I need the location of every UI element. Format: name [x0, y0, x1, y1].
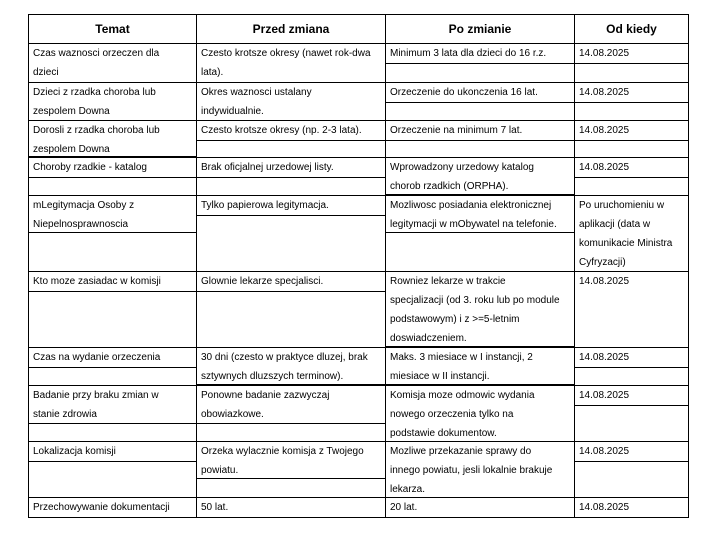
table-cell-po: Maks. 3 miesiace w I instancji, 2 miesiace w II instancji.: [386, 347, 574, 385]
table-cell-przed: Czesto krotsze okresy (np. 2-3 lata).: [197, 121, 385, 141]
header-przed-zmiana: Przed zmiana: [252, 22, 330, 36]
table-cell-przed: Orzeka wylacznie komisja z Twojego powiatu.: [197, 441, 385, 479]
table-cell-przed: Okres waznosci ustalany indywidualnie.: [197, 83, 385, 121]
table-cell-po: Komisja moze odmowic wydania nowego orzeczenia tylko na podstawie dokumentow.: [386, 385, 574, 442]
table-cell-po: 20 lat.: [386, 497, 574, 517]
table-cell-od-kiedy: 14.08.2025: [575, 385, 688, 406]
header-od-kiedy: Od kiedy: [606, 22, 657, 36]
table-bottom-border: [28, 517, 689, 518]
table-cell-po: Orzeczenie do ukonczenia 16 lat.: [386, 82, 574, 103]
table-cell-przed: Czesto krotsze okresy (nawet rok-dwa lata).: [197, 44, 385, 83]
table-cell-przed: Ponowne badanie zazwyczaj obowiazkowe.: [197, 385, 385, 424]
table-cell-przed: 50 lat.: [197, 497, 385, 517]
table-cell-po: Wprowadzony urzedowy katalog chorob rzadkich (ORPHA).: [386, 157, 574, 195]
table-cell-po: Orzeczenie na minimum 7 lat.: [386, 120, 574, 141]
table-cell-temat: mLegitymacja Osoby z Niepelnosprawnoscia: [29, 195, 196, 233]
table-top-border: [28, 14, 689, 15]
table-cell-od-kiedy: 14.08.2025: [575, 120, 688, 141]
table-cell-temat: Dorosli z rzadka choroba lub zespolem Downa: [29, 121, 196, 157]
table-cell-po: Rowniez lekarze w trakcie specjalizacji (od 3. roku lub po module podstawowym) i z >=5-letnim doswiadczeniem.: [386, 271, 574, 347]
table-cell-po: Minimum 3 lata dla dzieci do 16 r.z.: [386, 44, 574, 64]
table-cell-od-kiedy: Po uruchomieniu w aplikacji (data w komunikacie Ministra Cyfryzacji): [575, 195, 688, 272]
table-cell-od-kiedy: 14.08.2025: [575, 347, 688, 368]
table-cell-po: Mozliwe przekazanie sprawy do innego powiatu, jesli lokalnie brakuje lekarza.: [386, 441, 574, 498]
table-cell-temat: Czas na wydanie orzeczenia: [29, 347, 196, 368]
table-cell-przed: Brak oficjalnej urzedowej listy.: [197, 157, 385, 178]
table-cell-od-kiedy: 14.08.2025: [575, 271, 688, 291]
table-cell-temat: Przechowywanie dokumentacji: [29, 497, 196, 517]
table-cell-temat: Lokalizacja komisji: [29, 441, 196, 462]
table-cell-temat: Badanie przy braku zmian w stanie zdrowia: [29, 385, 196, 424]
table-cell-od-kiedy: 14.08.2025: [575, 497, 688, 517]
table-cell-temat: Choroby rzadkie - katalog: [29, 157, 196, 178]
table-cell-przed: Glownie lekarze specjalisci.: [197, 271, 385, 292]
table-cell-temat: Czas waznosci orzeczen dla dzieci: [29, 44, 196, 83]
table-cell-temat: Dzieci z rzadka choroba lub zespolem Downa: [29, 83, 196, 121]
table-cell-od-kiedy: 14.08.2025: [575, 441, 688, 462]
table-cell-po: Mozliwosc posiadania elektronicznej legitymacji w mObywatel na telefonie.: [386, 195, 574, 233]
table-cell-przed: Tylko papierowa legitymacja.: [197, 195, 385, 216]
table-cell-przed: 30 dni (czesto w praktyce dluzej, brak sztywnych dluzszych terminow).: [197, 347, 385, 385]
table-cell-od-kiedy: 14.08.2025: [575, 82, 688, 103]
table-right-border: [688, 14, 689, 517]
table-cell-od-kiedy: 14.08.2025: [575, 44, 688, 64]
table-cell-od-kiedy: 14.08.2025: [575, 157, 688, 178]
table-cell-temat: Kto moze zasiadac w komisji: [29, 271, 196, 292]
header-temat: Temat: [95, 22, 130, 36]
header-po-zmianie: Po zmianie: [448, 22, 512, 36]
